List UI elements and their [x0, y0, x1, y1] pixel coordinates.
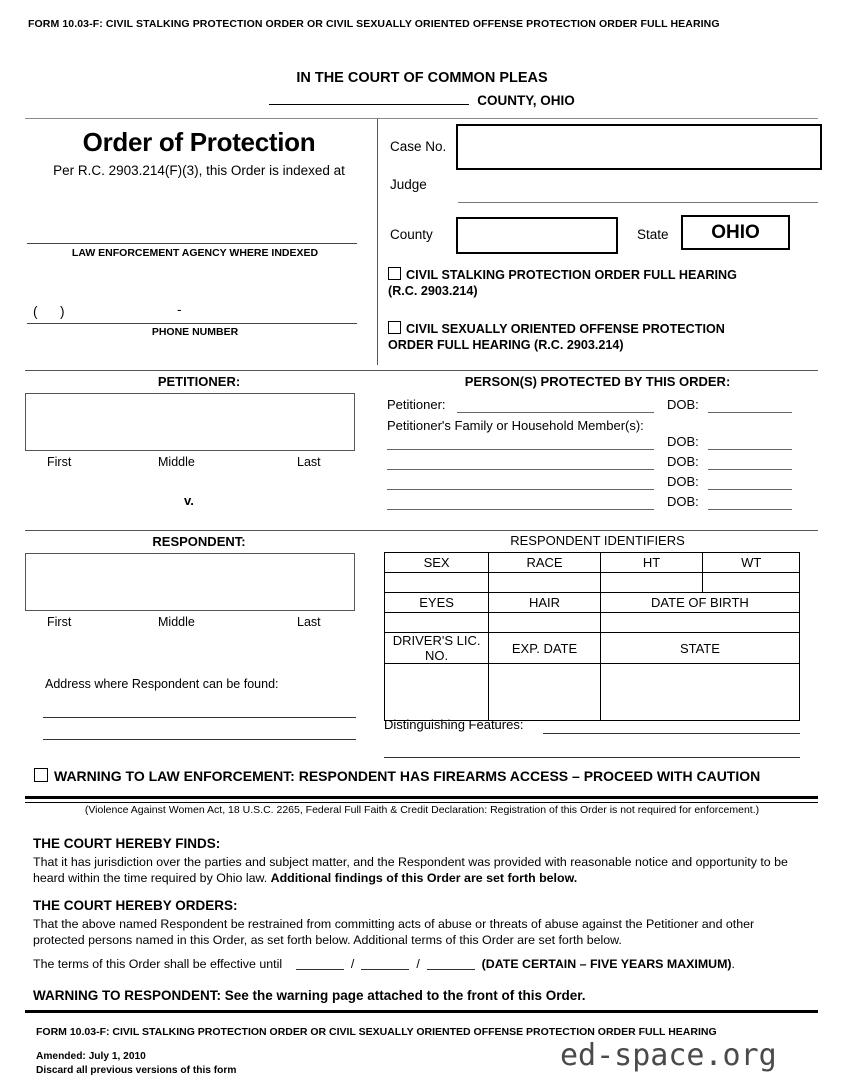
header-sex: SEX [385, 553, 489, 573]
warning-law-enforcement-label: WARNING TO LAW ENFORCEMENT: RESPONDENT HAS FIREARMS ACCESS – PROCEED WITH CAUTION [54, 768, 761, 784]
footer-amended-date: Amended: July 1, 2010 [36, 1051, 146, 1062]
value-wt[interactable] [703, 573, 800, 593]
header-hair: HAIR [489, 593, 601, 613]
checkbox-civil-stalking-label-line2: (R.C. 2903.214) [388, 283, 478, 298]
protected-member-dob-input-2[interactable] [708, 469, 792, 470]
case-info-panel [377, 119, 819, 365]
court-heading: IN THE COURT OF COMMON PLEAS [296, 70, 548, 86]
petitioner-panel [25, 371, 373, 529]
respondent-middle-label: Middle [158, 615, 195, 629]
phone-number-label: PHONE NUMBER [151, 326, 239, 338]
effective-year-input[interactable] [427, 957, 475, 970]
agency-label: LAW ENFORCEMENT AGENCY WHERE INDEXED [71, 247, 319, 259]
respondent-identifiers-panel [377, 531, 818, 763]
judge-label: Judge [390, 177, 427, 192]
protected-petitioner-name-input[interactable] [457, 412, 654, 413]
checkbox-civil-stalking[interactable] [388, 267, 401, 280]
case-no-input[interactable] [456, 124, 822, 170]
header-date-of-birth: DATE OF BIRTH [600, 593, 799, 613]
distinguishing-features-label: Distinguishing Features: [384, 717, 524, 732]
protected-member-name-input-1[interactable] [387, 449, 654, 450]
effective-until-prefix: The terms of this Order shall be effective until [33, 957, 283, 971]
checkbox-sexually-oriented[interactable] [388, 321, 401, 334]
respondent-identifiers-title: RESPONDENT IDENTIFIERS [510, 533, 685, 548]
protected-member-dob-input-1[interactable] [708, 449, 792, 450]
value-sex[interactable] [385, 573, 489, 593]
court-orders-text: That the above named Respondent be restrained from committing acts of abuse or threats of abuse against the Petitioner and other protected persons named in this Order, as set forth below. Additional terms of this Order are set forth below. [33, 917, 755, 947]
county-name-blank[interactable] [269, 90, 469, 105]
value-hair[interactable] [489, 613, 601, 633]
judge-input-rule[interactable] [458, 202, 818, 203]
warning-to-respondent: WARNING TO RESPONDENT: See the warning page attached to the front of this Order. [33, 988, 586, 1003]
county-heading-line [0, 90, 844, 108]
header-wt: WT [703, 553, 800, 573]
effective-day-input[interactable] [361, 957, 409, 970]
court-finds-text-plain: That it has jurisdiction over the parties and subject matter, and the Respondent was provided with reasonable notice and opportunity to be heard within the time required by Ohio law. [33, 855, 788, 885]
checkbox-sexually-oriented-row[interactable] [388, 321, 813, 353]
order-title-panel [25, 119, 373, 365]
divider-thick-bottom [25, 1010, 818, 1013]
effective-until-row [33, 957, 813, 971]
respondent-name-input[interactable] [25, 553, 355, 611]
protected-petitioner-dob-label: DOB: [667, 397, 699, 412]
order-header-block [25, 118, 818, 365]
distinguishing-features-input-1[interactable] [543, 733, 800, 734]
protected-member-dob-label-4: DOB: [667, 494, 699, 509]
phone-input-rule[interactable] [27, 323, 357, 324]
effective-slash-2: / [416, 957, 420, 971]
petitioner-last-label: Last [297, 455, 321, 469]
state-value-box: OHIO [681, 215, 790, 250]
table-row-values-2 [385, 613, 800, 633]
warning-law-enforcement-row[interactable] [34, 768, 760, 784]
phone-dash: - [177, 302, 182, 317]
table-row-headers-1 [385, 553, 800, 573]
header-drivers-lic-no: DRIVER'S LIC. NO. [385, 633, 489, 664]
checkbox-civil-stalking-label-line1: CIVIL STALKING PROTECTION ORDER FULL HEARING [406, 268, 737, 282]
effective-period: . [731, 957, 735, 971]
protected-persons-heading: PERSON(S) PROTECTED BY THIS ORDER: [464, 374, 731, 389]
form-id-header: FORM 10.03-F: CIVIL STALKING PROTECTION ORDER OR CIVIL SEXUALLY ORIENTED OFFENSE PROTECTION ORDER FULL HEARING [28, 18, 720, 30]
phone-paren-open: ( ) [33, 304, 65, 319]
respondent-heading: RESPONDENT: [152, 534, 246, 549]
protected-member-name-input-2[interactable] [387, 469, 654, 470]
protected-member-dob-label-2: DOB: [667, 454, 699, 469]
value-state[interactable] [600, 664, 799, 721]
protected-member-name-input-3[interactable] [387, 489, 654, 490]
watermark-text: ed-space.org [560, 1038, 777, 1073]
protected-persons-panel [377, 371, 818, 529]
protected-member-name-input-4[interactable] [387, 509, 654, 510]
divider-thin-top [25, 802, 818, 803]
county-label: County [390, 227, 433, 242]
respondent-last-label: Last [297, 615, 321, 629]
footer-discard-note: Discard all previous versions of this form [36, 1065, 237, 1076]
respondent-address-input-2[interactable] [43, 739, 356, 740]
effective-until-suffix: (DATE CERTAIN – FIVE YEARS MAXIMUM) [481, 957, 732, 971]
protected-member-dob-label-1: DOB: [667, 434, 699, 449]
respondent-first-label: First [47, 615, 72, 629]
effective-slash-1: / [350, 957, 355, 971]
checkbox-firearms-access[interactable] [34, 768, 48, 782]
distinguishing-features-input-2[interactable] [384, 757, 800, 758]
divider-thick-top [25, 796, 818, 799]
protected-petitioner-label: Petitioner: [387, 397, 446, 412]
case-no-label: Case No. [390, 139, 447, 154]
vawa-declaration: (Violence Against Women Act, 18 U.S.C. 2265, Federal Full Faith & Credit Declaration: Registration of this Order is not required for enforcement.) [84, 804, 760, 816]
table-row-headers-2 [385, 593, 800, 613]
respondent-address-label: Address where Respondent can be found: [45, 677, 279, 691]
header-ht: HT [600, 553, 702, 573]
respondent-identifiers-table [384, 552, 800, 721]
petitioner-middle-label: Middle [158, 455, 195, 469]
checkbox-sexually-oriented-label-line1: CIVIL SEXUALLY ORIENTED OFFENSE PROTECTION [406, 322, 725, 336]
header-state: STATE [600, 633, 799, 664]
value-ht[interactable] [600, 573, 702, 593]
table-row-values-1 [385, 573, 800, 593]
value-exp-date[interactable] [489, 664, 601, 721]
effective-month-input[interactable] [296, 957, 344, 970]
header-exp-date: EXP. DATE [489, 633, 601, 664]
header-eyes: EYES [385, 593, 489, 613]
petitioner-heading: PETITIONER: [157, 374, 241, 389]
protected-member-dob-input-4[interactable] [708, 509, 792, 510]
petitioner-first-label: First [47, 455, 72, 469]
footer-form-id: FORM 10.03-F: CIVIL STALKING PROTECTION ORDER OR CIVIL SEXUALLY ORIENTED OFFENSE PROTECTION ORDER FULL HEARING [36, 1026, 717, 1038]
respondent-address-input-1[interactable] [43, 717, 356, 718]
court-finds-text [33, 854, 808, 886]
protected-petitioner-dob-input[interactable] [708, 412, 792, 413]
respondent-block [25, 530, 818, 763]
protected-member-dob-label-3: DOB: [667, 474, 699, 489]
protected-member-dob-input-3[interactable] [708, 489, 792, 490]
table-row-values-3 [385, 664, 800, 721]
court-orders-heading: THE COURT HEREBY ORDERS: [33, 898, 238, 913]
value-drivers-lic-no[interactable] [385, 664, 489, 721]
state-label: State [637, 227, 669, 242]
value-date-of-birth[interactable] [600, 613, 799, 633]
petitioner-name-input[interactable] [25, 393, 355, 451]
table-row-headers-3 [385, 633, 800, 664]
value-eyes[interactable] [385, 613, 489, 633]
footer-amended-block [36, 1050, 236, 1078]
versus-label: v. [184, 493, 194, 508]
county-input[interactable] [456, 217, 618, 254]
petitioner-protected-block [25, 370, 818, 529]
order-indexed-subtitle: Per R.C. 2903.214(F)(3), this Order is indexed at [53, 163, 345, 178]
respondent-panel [25, 531, 373, 763]
county-ohio-label: COUNTY, OHIO [477, 93, 575, 108]
checkbox-sexually-oriented-label-line2: ORDER FULL HEARING (R.C. 2903.214) [388, 337, 624, 352]
value-race[interactable] [489, 573, 601, 593]
header-race: RACE [489, 553, 601, 573]
court-finds-text-bold: Additional findings of this Order are set forth below. [270, 871, 578, 885]
order-of-protection-title: Order of Protection [82, 127, 316, 157]
protected-family-label: Petitioner's Family or Household Member(s): [387, 418, 644, 433]
court-finds-heading: THE COURT HEREBY FINDS: [33, 836, 221, 851]
agency-input-rule[interactable] [27, 243, 357, 244]
checkbox-civil-stalking-row[interactable] [388, 267, 813, 299]
